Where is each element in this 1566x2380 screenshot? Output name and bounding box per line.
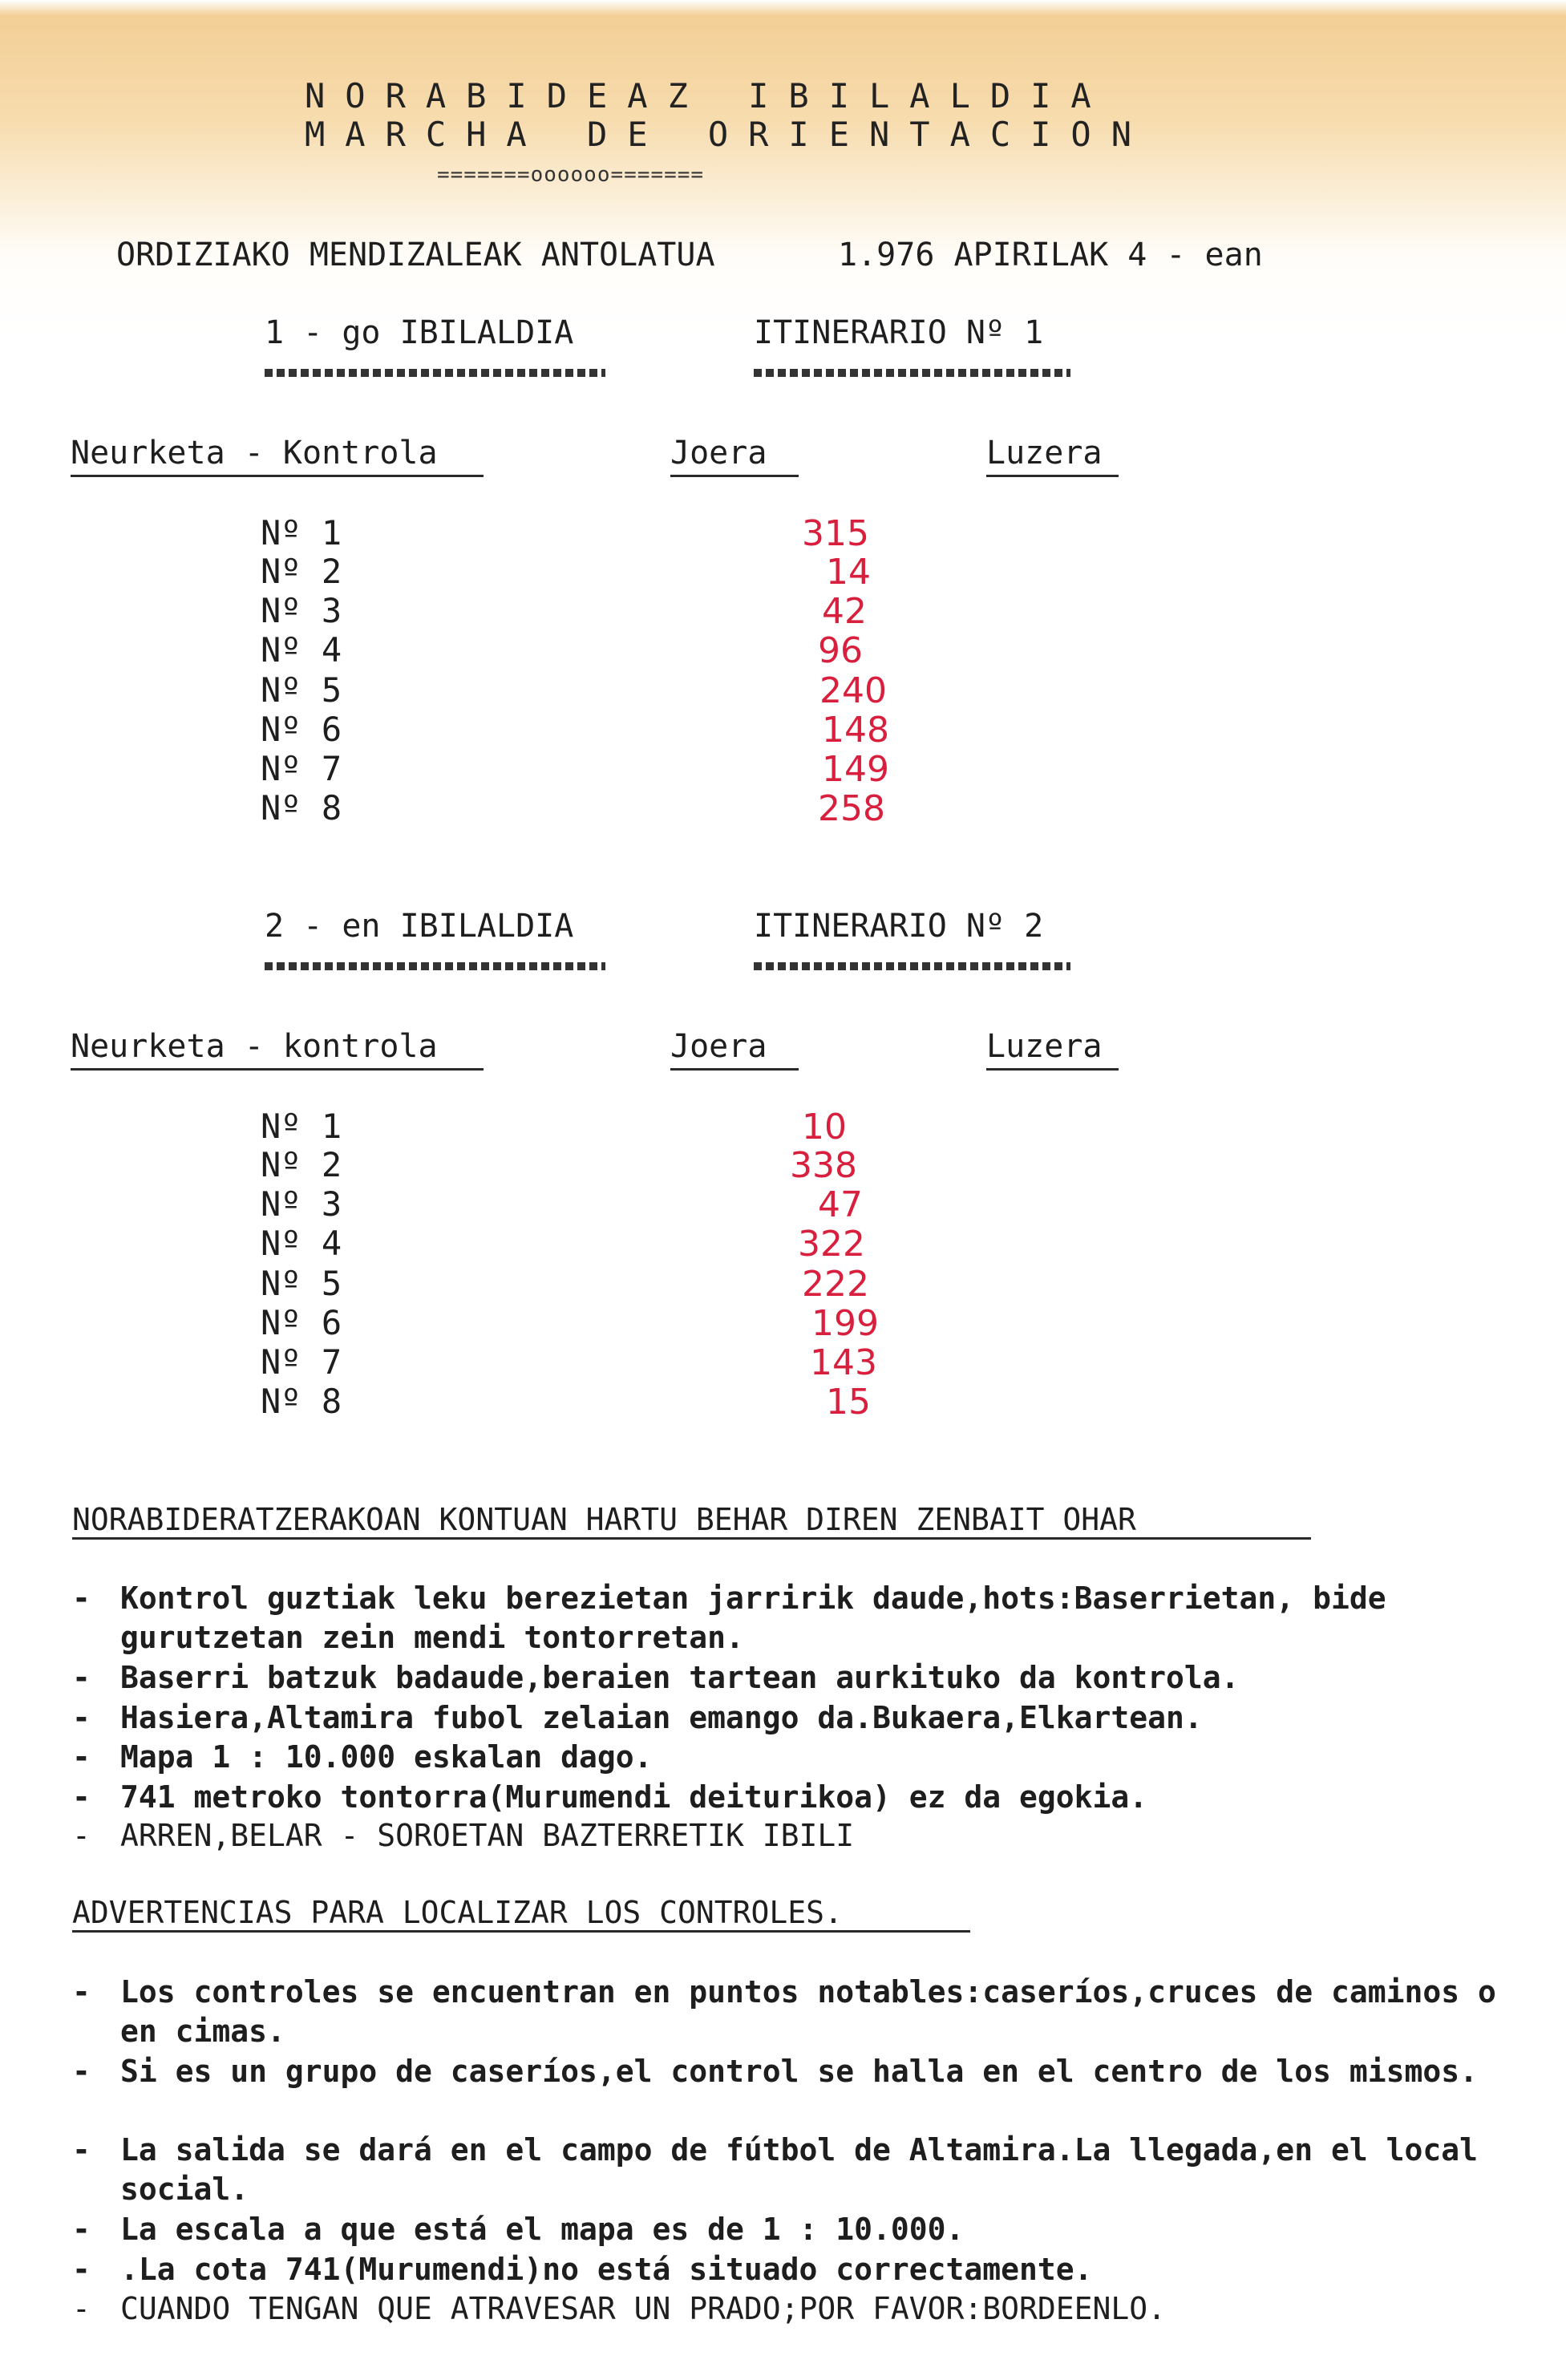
list-dash: - — [72, 2132, 91, 2168]
itinerary1-col-bearing-underline — [670, 475, 799, 477]
handwritten-bearing: 149 — [822, 749, 889, 790]
handwritten-bearing: 42 — [822, 591, 867, 632]
title-basque: NORABIDEAZ IBILALDIA — [305, 76, 1111, 115]
control-number: Nº 1 — [261, 513, 342, 552]
note-text: CUANDO TENGAN QUE ATRAVESAR UN PRADO;POR FAVOR:BORDEENLO. — [120, 2291, 1167, 2326]
itinerary1-title-eu: 1 - go IBILALDIA — [265, 314, 574, 351]
handwritten-bearing: 199 — [811, 1303, 879, 1344]
list-dash: - — [72, 1779, 91, 1815]
title-ornament: =======oooooo======= — [437, 163, 705, 187]
handwritten-bearing: 148 — [822, 710, 889, 751]
control-number: Nº 2 — [261, 1145, 342, 1184]
note-text: Baserri batzuk badaude,beraien tartean aurkituko da kontrola. — [120, 1660, 1240, 1695]
handwritten-bearing: 322 — [798, 1224, 865, 1265]
handwritten-bearing: 47 — [818, 1184, 863, 1225]
list-dash: - — [72, 1974, 91, 2010]
handwritten-bearing: 338 — [790, 1145, 857, 1186]
itinerary1-col-length-underline — [986, 475, 1119, 477]
itinerary1-rule-es — [754, 369, 1070, 377]
itinerary1-title-es: ITINERARIO Nº 1 — [754, 314, 1044, 351]
control-number: Nº 1 — [261, 1107, 342, 1146]
control-number: Nº 6 — [261, 1303, 342, 1342]
itinerary2-col-bearing: Joera — [670, 1028, 767, 1065]
note-text: .La cota 741(Murumendi)no está situado correctamente. — [120, 2252, 1093, 2287]
itinerary2-rule-es — [754, 962, 1070, 970]
handwritten-bearing: 10 — [802, 1107, 847, 1148]
list-dash: - — [72, 2252, 91, 2287]
event-date: 1.976 APIRILAK 4 - ean — [838, 237, 1263, 273]
list-item — [72, 1738, 1532, 1777]
list-item — [72, 2131, 1532, 2209]
list-item — [72, 1698, 1532, 1738]
note-text: Kontrol guztiak leku berezietan jarririk daude,hots:Baserrietan, bide gurutzetan zein mendi tontorretan. — [120, 1581, 1386, 1655]
control-number: Nº 4 — [261, 630, 342, 670]
note-text: 741 metroko tontorra(Murumendi deiturikoa) ez da egokia. — [120, 1779, 1148, 1815]
control-number: Nº 3 — [261, 591, 342, 630]
list-dash: - — [72, 2212, 91, 2247]
note-text: ARREN,BELAR - SOROETAN BAZTERRETIK IBILI — [120, 1818, 855, 1853]
list-item — [72, 1816, 1532, 1856]
itinerary2-col-control-underline — [71, 1068, 484, 1071]
control-number: Nº 5 — [261, 1264, 342, 1303]
list-item — [72, 1579, 1532, 1658]
handwritten-bearing: 240 — [819, 670, 887, 711]
list-item — [72, 1778, 1532, 1817]
itinerary1-col-bearing: Joera — [670, 435, 767, 472]
note-text: Si es un grupo de caseríos,el control se halla en el centro de los mismos. — [120, 2054, 1478, 2089]
list-item — [72, 2052, 1532, 2091]
control-number: Nº 8 — [261, 1382, 342, 1421]
handwritten-bearing: 315 — [802, 513, 869, 554]
notes-eu-title-underline — [72, 1537, 1311, 1540]
itinerary2-col-length-underline — [986, 1068, 1119, 1071]
note-text: Los controles se encuentran en puntos notables:caseríos,cruces de caminos o en cimas. — [120, 1974, 1496, 2049]
control-number: Nº 6 — [261, 710, 342, 749]
title-spanish: MARCHA DE ORIENTACION — [305, 115, 1152, 154]
itinerary2-title-es: ITINERARIO Nº 2 — [754, 908, 1044, 945]
list-dash: - — [72, 2054, 91, 2089]
note-text: La salida se dará en el campo de fútbol de Altamira.La llegada,en el local social. — [120, 2132, 1478, 2207]
handwritten-bearing: 222 — [802, 1264, 869, 1305]
handwritten-bearing: 258 — [818, 788, 885, 829]
itinerary1-col-length: Luzera — [986, 435, 1103, 472]
organizer-line: ORDIZIAKO MENDIZALEAK ANTOLATUA — [116, 237, 715, 273]
control-number: Nº 4 — [261, 1224, 342, 1263]
control-number: Nº 8 — [261, 788, 342, 828]
control-number: Nº 3 — [261, 1184, 342, 1224]
note-text: Hasiera,Altamira fubol zelaian emango da.Bukaera,Elkartean. — [120, 1700, 1203, 1735]
itinerary2-col-control: Neurketa - kontrola — [71, 1028, 438, 1065]
list-dash: - — [72, 1581, 91, 1616]
control-number: Nº 2 — [261, 552, 342, 591]
list-dash: - — [72, 1739, 91, 1775]
itinerary1-col-control-underline — [71, 475, 484, 477]
itinerary2-title-eu: 2 - en IBILALDIA — [265, 908, 574, 945]
itinerary2-rule-eu — [265, 962, 605, 970]
handwritten-bearing: 143 — [810, 1342, 877, 1383]
list-dash: - — [72, 2291, 91, 2326]
handwritten-bearing: 14 — [826, 552, 871, 593]
handwritten-bearing: 15 — [826, 1382, 871, 1423]
list-dash: - — [72, 1818, 91, 1853]
handwritten-bearing: 96 — [818, 630, 863, 671]
list-item — [72, 2289, 1532, 2329]
list-item — [72, 2210, 1532, 2249]
notes-eu-title: NORABIDERATZERAKOAN KONTUAN HARTU BEHAR DIREN ZENBAIT OHAR — [72, 1502, 1136, 1537]
control-number: Nº 7 — [261, 1342, 342, 1382]
itinerary2-col-bearing-underline — [670, 1068, 799, 1071]
note-text: La escala a que está el mapa es de 1 : 10.000. — [120, 2212, 965, 2247]
list-item — [72, 1973, 1532, 2051]
itinerary2-col-length: Luzera — [986, 1028, 1103, 1065]
control-number: Nº 7 — [261, 749, 342, 788]
notes-es-title-underline — [72, 1930, 970, 1933]
list-item — [72, 2250, 1532, 2289]
control-number: Nº 5 — [261, 670, 342, 710]
list-item — [72, 1658, 1532, 1698]
list-dash: - — [72, 1700, 91, 1735]
note-text: Mapa 1 : 10.000 eskalan dago. — [120, 1739, 653, 1775]
itinerary1-rule-eu — [265, 369, 605, 377]
notes-es-title: ADVERTENCIAS PARA LOCALIZAR LOS CONTROLES. — [72, 1895, 843, 1930]
list-dash: - — [72, 1660, 91, 1695]
itinerary1-col-control: Neurketa - Kontrola — [71, 435, 438, 472]
